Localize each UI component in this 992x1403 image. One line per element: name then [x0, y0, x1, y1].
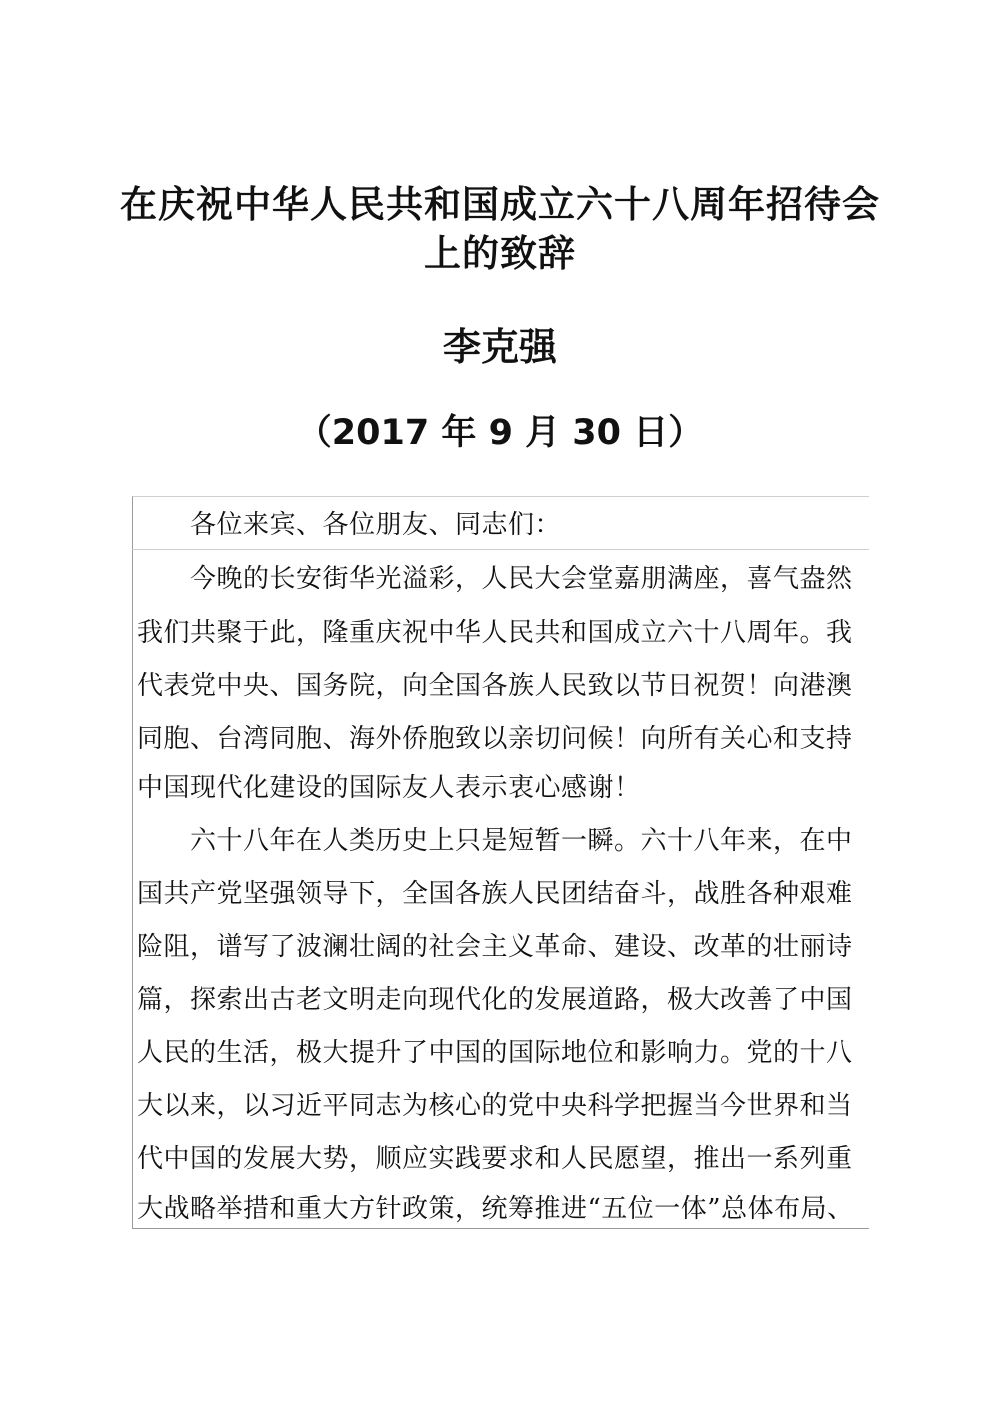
paragraph-1-line: 同胞、台湾同胞、海外侨胞致以亲切问候！向所有关心和支持 — [137, 724, 853, 754]
paragraph-1-line: 代表党中央、国务院，向全国各族人民致以节日祝贺！向港澳 — [137, 671, 853, 701]
paragraph-2-line: 大以来，以习近平同志为核心的党中央科学把握当今世界和当 — [137, 1091, 853, 1121]
paragraph-2-line: 险阻，谱写了波澜壮阔的社会主义革命、建设、改革的壮丽诗 — [137, 932, 853, 962]
speech-date: （2017 年 9 月 30 日） — [296, 413, 704, 453]
paragraph-2-line: 篇，探索出古老文明走向现代化的发展道路，极大改善了中国 — [137, 985, 853, 1015]
greeting-line: 各位来宾、各位朋友、同志们： — [190, 510, 562, 540]
document-title-line-1: 在庆祝中华人民共和国成立六十八周年招待会 — [120, 183, 880, 226]
document-title-line-2: 上的致辞 — [424, 232, 576, 275]
author-name: 李克强 — [442, 325, 557, 369]
paragraph-2-line: 国共产党坚强领导下，全国各族人民团结奋斗，战胜各种艰难 — [137, 879, 853, 909]
paragraph-1-line: 今晚的长安街华光溢彩，人民大会堂嘉朋满座，喜气盎然 — [190, 564, 853, 594]
paragraph-2-line: 六十八年在人类历史上只是短暂一瞬。六十八年来，在中 — [190, 826, 853, 856]
greeting-divider — [132, 549, 869, 550]
paragraph-2-line: 人民的生活，极大提升了中国的国际地位和影响力。党的十八 — [137, 1038, 853, 1068]
paragraph-2-line: 代中国的发展大势，顺应实践要求和人民愿望，推出一系列重 — [137, 1144, 853, 1174]
paragraph-1-line: 我们共聚于此，隆重庆祝中华人民共和国成立六十八周年。我 — [137, 618, 853, 648]
paragraph-2-line: 大战略举措和重大方针政策，统筹推进“五位一体”总体布局、 — [137, 1194, 854, 1224]
paragraph-1-line: 中国现代化建设的国际友人表示衷心感谢！ — [137, 773, 641, 803]
